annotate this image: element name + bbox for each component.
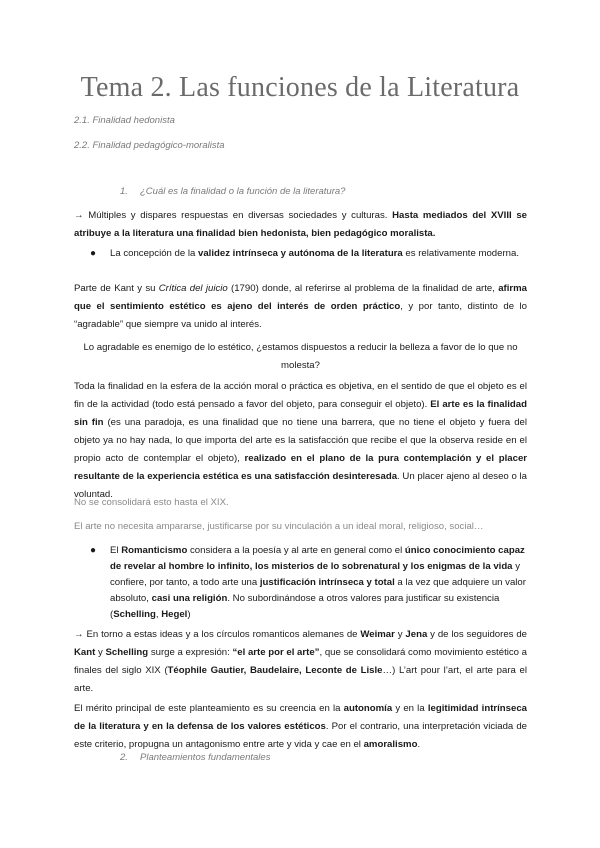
p2-c: (1790) donde, al referirse al problema de la finalidad de arte, [227,283,499,294]
p7-i: surge a expresión: [148,647,233,658]
p8-d: legitimidad intrínseca de la literatura y en la defensa de los valores estéticos [74,703,527,732]
b2-k: , [155,609,162,620]
b2-j: Schelling [113,609,156,620]
paragraph-4 [74,378,527,504]
p7-h: Schelling [105,647,149,658]
heading-2-number: 2. [120,752,128,763]
p4-b: El arte es la finalidad sin fin [74,399,527,428]
p2-book-title: Crítica del juicio [158,283,228,294]
paragraph-1 [74,207,527,243]
subtitle-hedonista: 2.1. Finalidad hedonista [74,115,175,126]
b2-m: ) [187,609,191,620]
subtitle-pedagogico: 2.2. Finalidad pedagógico-moralista [74,140,225,151]
p8-f: amoralismo [363,739,418,750]
b1-c: es relativamente moderna. [402,248,519,259]
bullet-2-text [110,543,527,623]
p4-d: realizado en el plano de la pura contemplación y el placer resultante de la experiencia estética es una satisfacción desinteresada [74,453,528,482]
p8-e: . Por el contrario, una interpretación viciada de este criterio, propugna un antagonismo entre arte y vida y cae en el [74,721,527,750]
b2-f: justificación intrínseca y total [259,577,395,588]
p8-a: El mérito principal de este planteamiento es su creencia en la [74,703,344,714]
p4-a: Toda la finalidad en la esfera de la acción moral o práctica es objetiva, en el sentido de que el objeto es el fin de la actividad (todo está pensado a favor del objeto, para conseguir el objeto). [74,381,527,410]
b1-a: La concepción de la [110,248,199,259]
b2-l: Hegel [161,609,188,620]
b1-b: validez intrínseca y autónoma de la literatura [198,248,403,259]
p4-e: . Un placer ajeno al deseo o la voluntad. [74,471,527,500]
b2-g: a la vez que adquiere un valor absoluto, [110,577,526,604]
p1-bold: Hasta mediados del XVIII se atribuye a la literatura una finalidad bien hedonista, bien pedagógico moralista. [74,210,527,239]
paragraph-5: No se consolidará esto hasta el XIX. [74,497,229,508]
page-title: Tema 2. Las funciones de la Literatura [80,72,520,103]
heading-2-text: Planteamientos fundamentales [140,752,271,763]
paragraph-question: Lo agradable es enemigo de lo estético, ¿estamos dispuestos a reducir la belleza a favor de lo que no molesta? [83,342,518,371]
heading-1 [120,186,345,197]
p7-f: Kant [74,647,96,658]
b2-b: Romanticismo [121,545,188,556]
bullet-dot-icon: ● [90,248,97,259]
b2-e: y confiere, por tanto, a todo arte una [110,561,520,588]
heading-2 [120,752,270,763]
p1-text: → Múltiples y dispares respuestas en diversas sociedades y culturas. [74,210,393,221]
b2-i: . No subordinándose a otros valores para justificar su existencia ( [110,593,500,620]
paragraph-2 [74,280,527,334]
p8-c: y en la [392,703,428,714]
bullet-dot-icon: ● [90,545,97,556]
b2-h: casi una religión [151,593,228,604]
p4-c: (es una paradoja, es una finalidad que no tiene una barrera, que no tiene el objeto y fuera del objeto ya no hay nada, lo que importa del arte es la satisfacción que recibe el que la observa reside en el propio acto de contemplar el objeto), [74,417,527,464]
p7-j: “el arte por el arte” [232,647,320,658]
paragraph-8 [74,700,527,754]
p7-k: , que se consolidará como movimiento estético a finales del siglo XIX ( [74,647,528,676]
bullet-1 [90,246,527,262]
b2-d: único conocimiento capaz de revelar al hombre lo infinito, los misterios de lo sobrenatural y los enigmas de la vida [110,545,525,572]
bullet-2 [90,543,527,623]
p8-b: autonomía [343,703,393,714]
p7-b: Weimar [360,629,395,640]
b2-a: El [110,545,122,556]
b2-c: considera a la poesía y al arte en general como el [187,545,405,556]
p7-c: y [394,629,406,640]
bullet-1-text [110,246,527,262]
heading-1-text: ¿Cuál es la finalidad o la función de la literatura? [140,186,346,197]
p7-e: y de los seguidores de [427,629,527,640]
p7-g: y [95,647,106,658]
heading-1-number: 1. [120,186,128,197]
p7-d: Jena [405,629,428,640]
p2-e: , y por tanto, distinto de lo “agradable” que siempre va unido al interés. [74,301,527,330]
p2-a: Parte de Kant y su [74,283,159,294]
p8-g: . [417,739,421,750]
p2-d: afirma que el sentimiento estético es ajeno del interés de orden práctico [74,283,528,312]
p7-m: …) L’art pour l’art, el arte para el arte. [74,665,527,694]
paragraph-7 [74,626,527,698]
paragraph-6: El arte no necesita ampararse, justificarse por su vinculación a un ideal moral, religioso, social… [74,521,484,532]
p7-l: Téophile Gautier, Baudelaire, Leconte de Lisle [167,665,383,676]
p7-a: → En torno a estas ideas y a los círculos romanticos alemanes de [74,629,361,640]
